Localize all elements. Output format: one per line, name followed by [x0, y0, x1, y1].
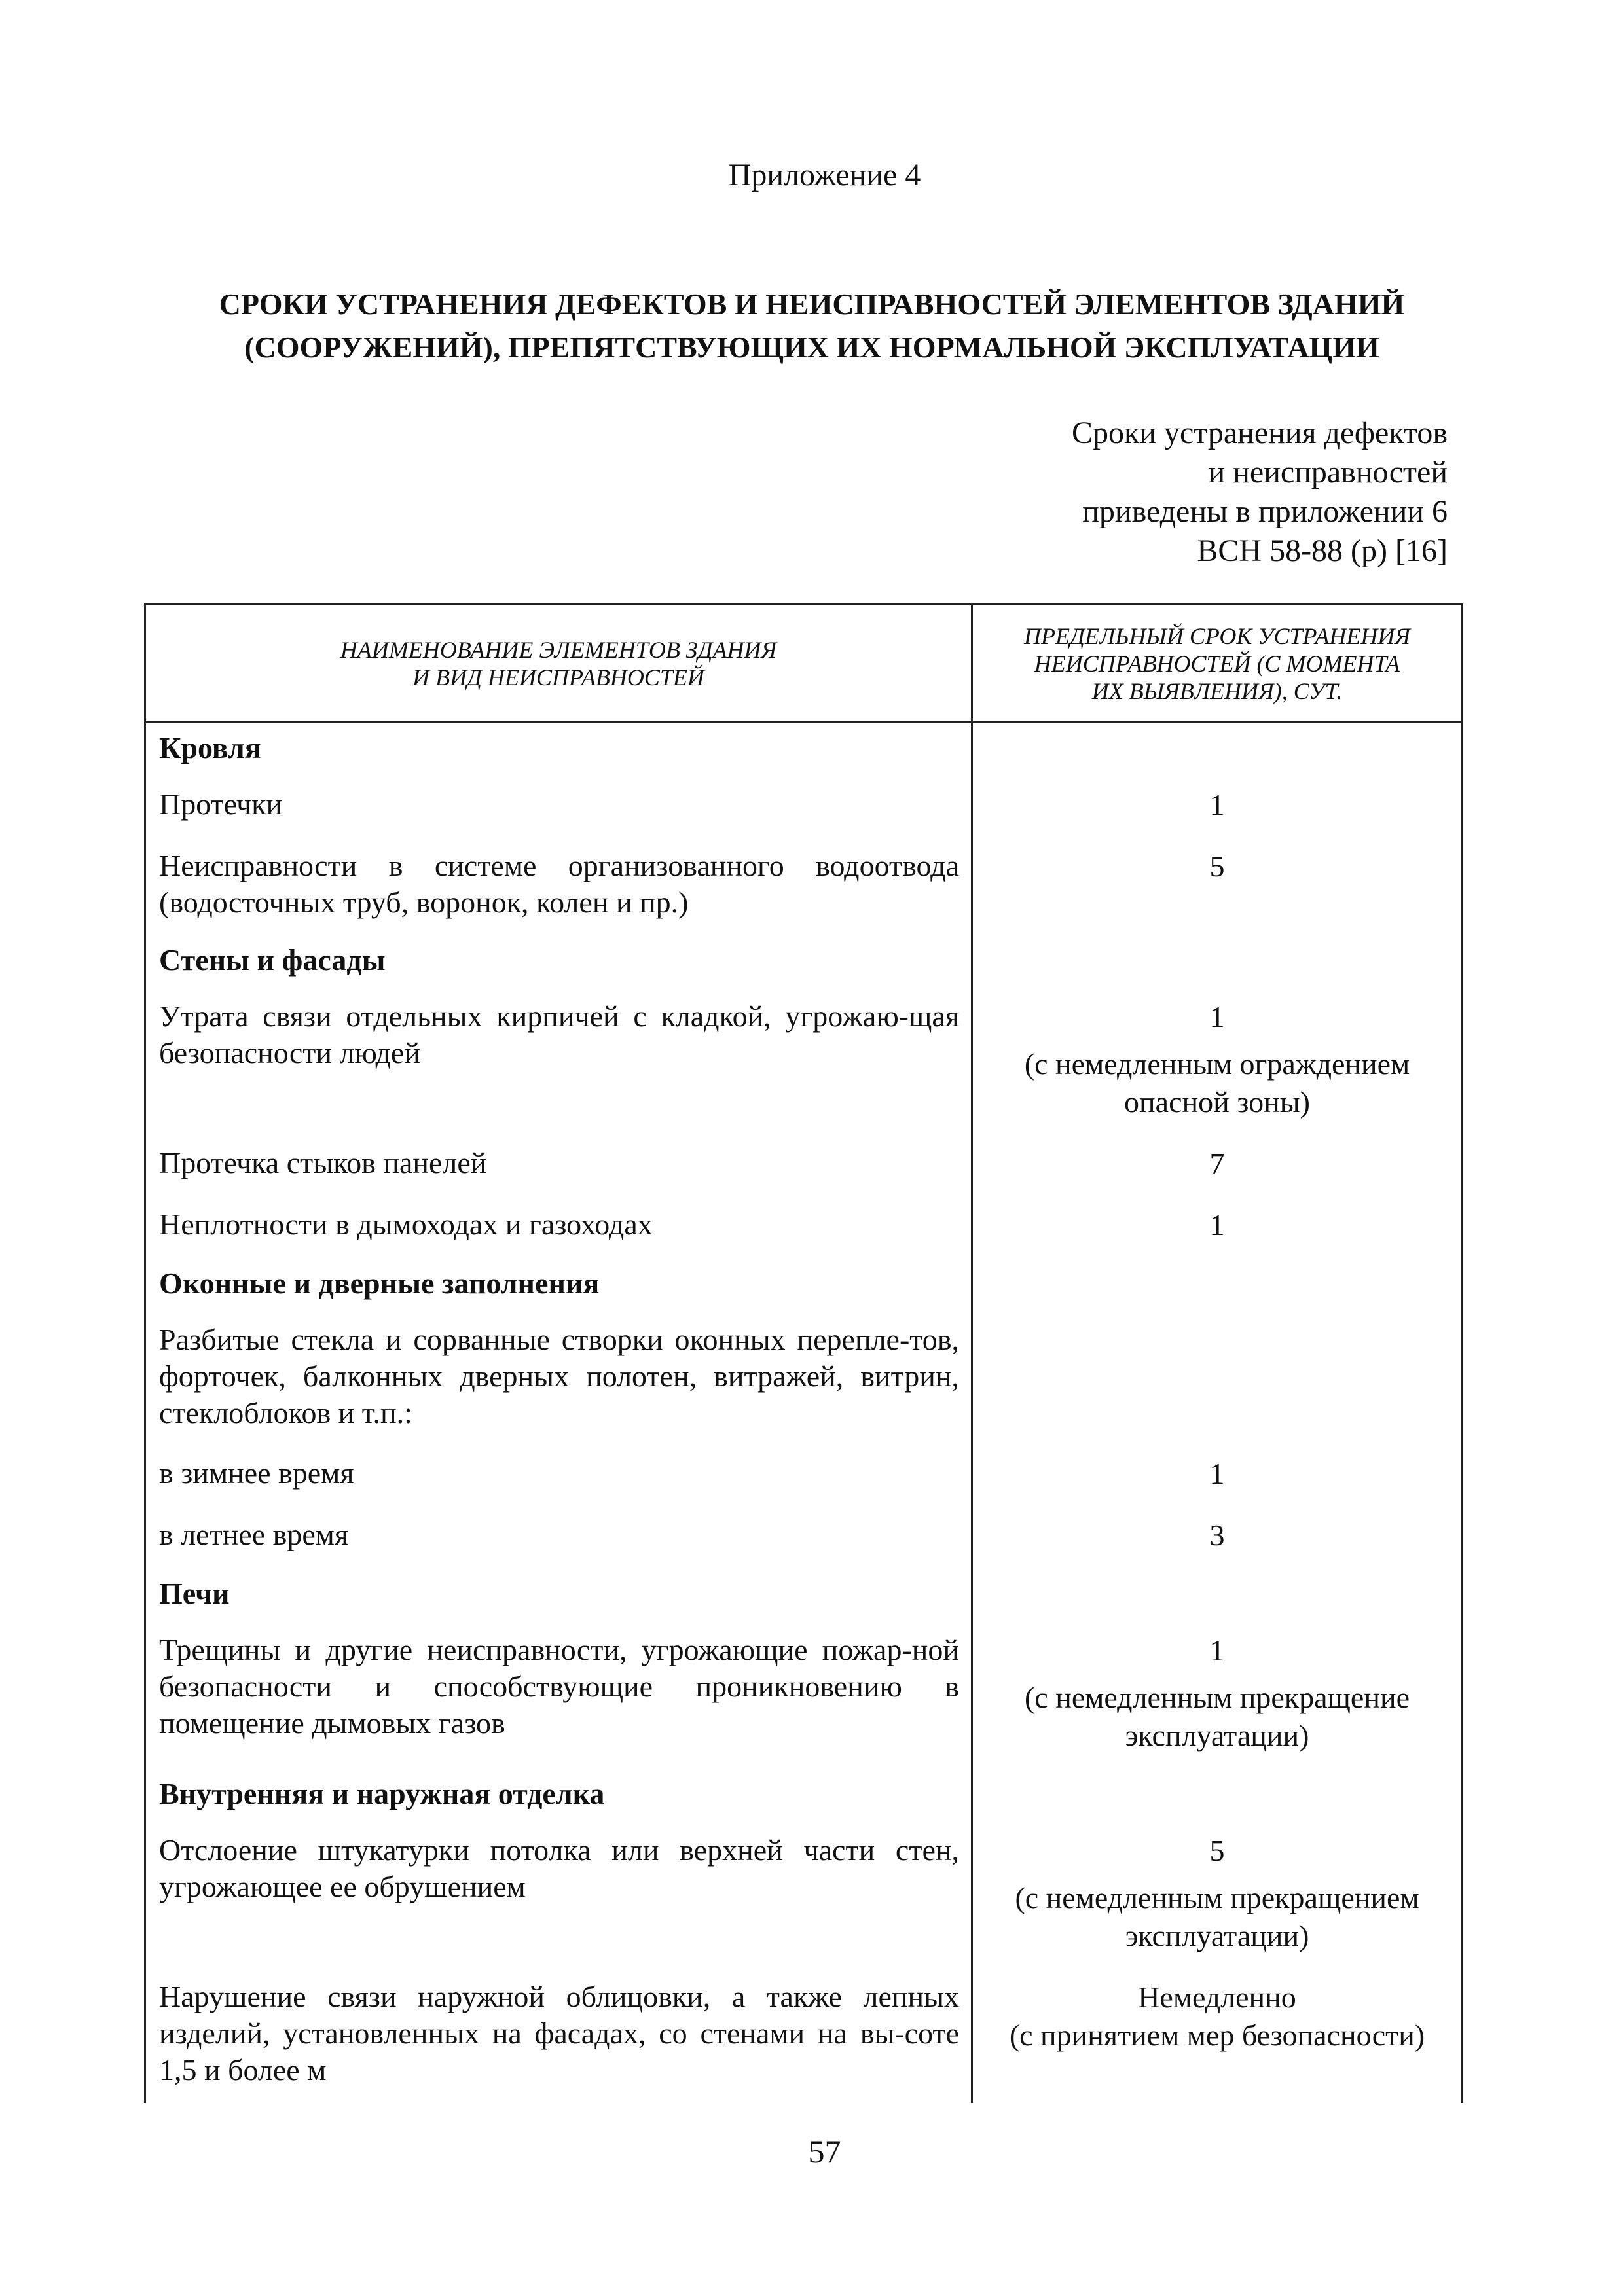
- section-heading: Оконные и дверные заполнения: [145, 1259, 972, 1312]
- header-col2-line3: ИХ ВЫЯВЛЕНИЯ), СУТ.: [1091, 677, 1343, 704]
- note-line-2: и неисправностей: [1208, 455, 1448, 490]
- deadline-cell: [972, 1769, 1463, 1823]
- deadline-cell: [972, 723, 1463, 778]
- deadline-cell: [972, 777, 1463, 838]
- deadline-cell: [972, 989, 1463, 1136]
- deadline-cell: [972, 1507, 1463, 1569]
- table-row: [145, 838, 1463, 935]
- document-title: [144, 283, 1480, 369]
- defect-name: Отслоение штукатурки потолка или верхней части стен, угрожающее ее обрушением: [145, 1823, 972, 1969]
- deadline-note: (с принятием мер безопасности): [1009, 2018, 1425, 2052]
- table-row: [145, 935, 1463, 989]
- deadline-value: 5: [1209, 850, 1225, 883]
- deadline-value: 1: [1209, 1000, 1225, 1033]
- deadline-value: 1: [1209, 1634, 1225, 1667]
- deadline-cell: [972, 838, 1463, 935]
- table-row: [145, 1259, 1463, 1312]
- title-line-1: СРОКИ УСТРАНЕНИЯ ДЕФЕКТОВ И НЕИСПРАВНОСТЕЙ ЭЛЕМЕНТОВ ЗДАНИЙ: [219, 287, 1405, 321]
- deadline-cell: [972, 1823, 1463, 1969]
- defect-name: Неисправности в системе организованного водоотвода (водосточных труб, воронок, колен и пр.): [145, 838, 972, 935]
- defect-name: в зимнее время: [145, 1446, 972, 1507]
- deadline-value: 1: [1209, 1457, 1225, 1490]
- header-col2-line1: ПРЕДЕЛЬНЫЙ СРОК УСТРАНЕНИЯ: [1023, 622, 1411, 649]
- deadline-note: опасной зоны): [1124, 1085, 1310, 1119]
- header-deadline: [972, 605, 1463, 723]
- table-row: [145, 1507, 1463, 1569]
- deadline-value: 3: [1209, 1518, 1225, 1552]
- header-col2-line2: НЕИСПРАВНОСТЕЙ (С МОМЕНТА: [1034, 650, 1400, 677]
- header-element-name: [145, 605, 972, 723]
- defect-name: Неплотности в дымоходах и газоходах: [145, 1197, 972, 1259]
- table-row: [145, 1136, 1463, 1197]
- deadline-note: (с немедленным ограждением: [1024, 1047, 1410, 1081]
- defect-name: Разбитые стекла и сорванные створки оконных перепле-тов, форточек, балконных дверных полотен, витражей, витрин, стеклоблоков и т.п.:: [145, 1312, 972, 1446]
- deadline-cell: [972, 1969, 1463, 2103]
- table-row: [145, 1969, 1463, 2103]
- deadline-cell: [972, 1259, 1463, 1312]
- table-row: [145, 723, 1463, 778]
- deadline-value: Немедленно: [1138, 1981, 1296, 2014]
- deadline-value: 1: [1209, 788, 1225, 821]
- deadline-cell: [972, 1446, 1463, 1507]
- defect-name: Нарушение связи наружной облицовки, а также лепных изделий, установленных на фасадах, со стенами на вы-соте 1,5 и более м: [145, 1969, 972, 2103]
- table-row: [145, 1312, 1463, 1446]
- deadline-cell: [972, 1569, 1463, 1623]
- table-row: [145, 777, 1463, 838]
- reference-note: [1072, 414, 1448, 571]
- header-col1-line2: И ВИД НЕИСПРАВНОСТЕЙ: [412, 664, 704, 691]
- defect-name: Трещины и другие неисправности, угрожающие пожар-ной безопасности и способствующие проникновению в помещение дымовых газов: [145, 1623, 972, 1769]
- deadline-note: (с немедленным прекращением: [1015, 1881, 1419, 1914]
- defects-table: [144, 603, 1463, 2103]
- note-line-1: Сроки устранения дефектов: [1071, 416, 1448, 450]
- deadline-cell: [972, 1197, 1463, 1259]
- table-row: [145, 1623, 1463, 1769]
- page-number: 57: [808, 2133, 841, 2170]
- defect-name: Протечка стыков панелей: [145, 1136, 972, 1197]
- section-heading: Внутренняя и наружная отделка: [145, 1769, 972, 1823]
- section-heading: Кровля: [145, 723, 972, 778]
- header-col1-line1: НАИМЕНОВАНИЕ ЭЛЕМЕНТОВ ЗДАНИЯ: [340, 636, 777, 663]
- deadline-cell: [972, 1623, 1463, 1769]
- table-row: [145, 1569, 1463, 1623]
- section-heading: Печи: [145, 1569, 972, 1623]
- table-row: [145, 1823, 1463, 1969]
- table-row: [145, 1769, 1463, 1823]
- defect-name: в летнее время: [145, 1507, 972, 1569]
- note-line-4: ВСН 58-88 (р) [16]: [1197, 533, 1448, 568]
- deadline-note: (с немедленным прекращение: [1024, 1681, 1410, 1714]
- table-header-row: [145, 605, 1463, 723]
- table-row: [145, 1197, 1463, 1259]
- deadline-cell: [972, 935, 1463, 989]
- deadline-cell: [972, 1136, 1463, 1197]
- defect-name: Утрата связи отдельных кирпичей с кладкой, угрожаю-щая безопасности людей: [145, 989, 972, 1136]
- note-line-3: приведены в приложении 6: [1082, 494, 1448, 529]
- table-row: [145, 1446, 1463, 1507]
- defect-name: Протечки: [145, 777, 972, 838]
- deadline-cell: [972, 1312, 1463, 1446]
- appendix-label: Приложение 4: [728, 158, 921, 192]
- deadline-value: 1: [1209, 1208, 1225, 1242]
- deadline-value: 7: [1209, 1147, 1225, 1180]
- deadline-value: 5: [1209, 1834, 1225, 1867]
- section-heading: Стены и фасады: [145, 935, 972, 989]
- table-row: [145, 989, 1463, 1136]
- deadline-note: эксплуатации): [1125, 1719, 1309, 1752]
- deadline-note: эксплуатации): [1125, 1919, 1309, 1952]
- title-line-2: (СООРУЖЕНИЙ), ПРЕПЯТСТВУЮЩИХ ИХ НОРМАЛЬНОЙ ЭКСПЛУАТАЦИИ: [244, 331, 1379, 364]
